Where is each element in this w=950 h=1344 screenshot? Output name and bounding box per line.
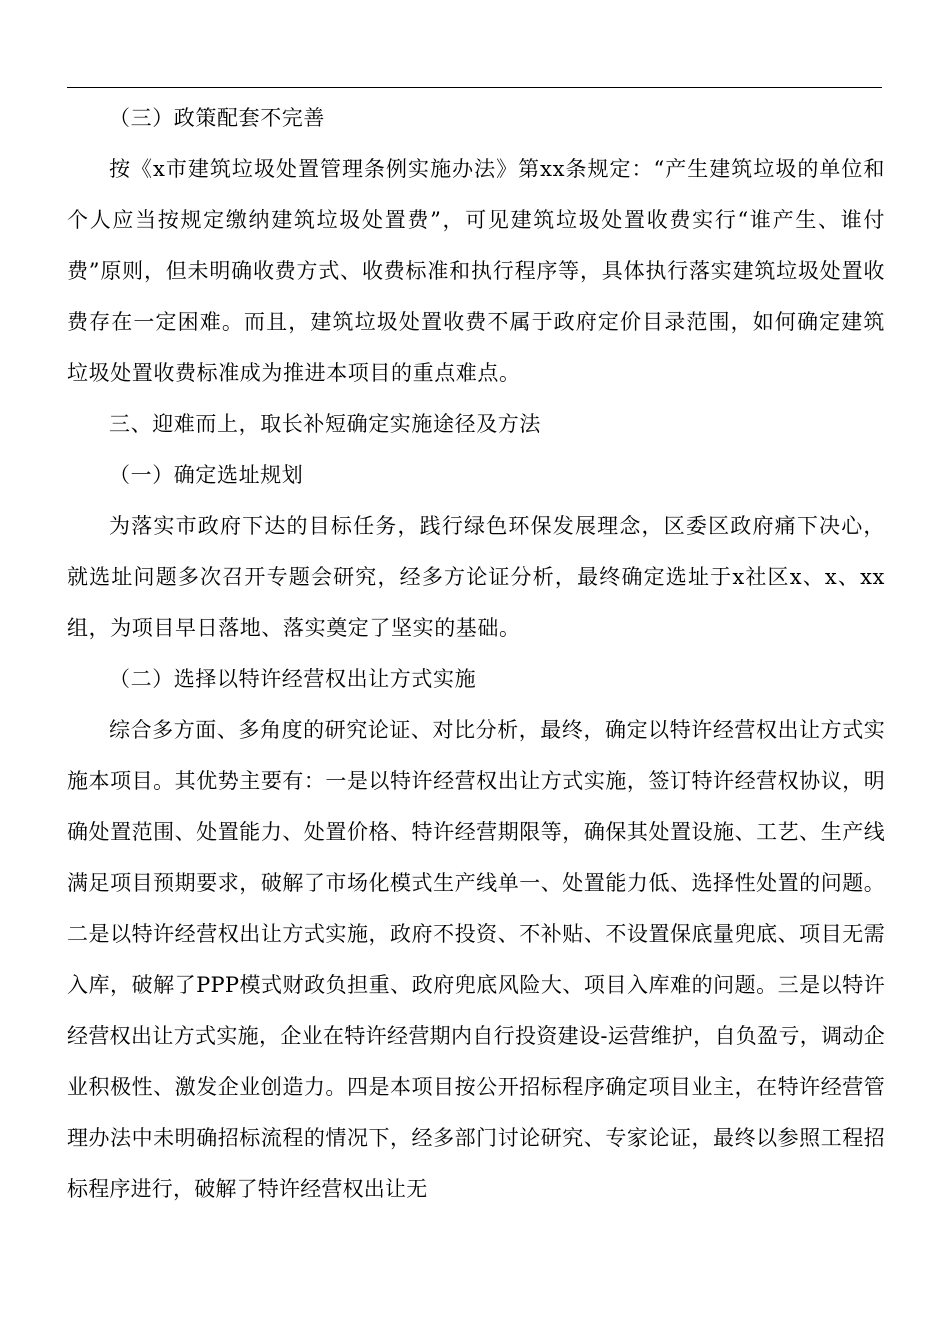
- document-body: [67, 93, 885, 1215]
- paragraph-franchise-advantages: 综合多方面、多角度的研究论证、对比分析，最终，确定以特许经营权出让方式实施本项目。其优势主要有：一是以特许经营权出让方式实施，签订特许经营权协议，明确处置范围、处置能力、处置价格、特许经营期限等，确保其处置设施、工艺、生产线满足项目预期要求，破解了市场化模式生产线单一、处置能力低、选择性处置的问题。二是以特许经营权出让方式实施，政府不投资、不补贴、不设置保底量兜底、项目无需入库，破解了PPP模式财政负担重、政府兜底风险大、项目入库难的问题。三是以特许经营权出让方式实施，企业在特许经营期内自行投资建设-运营维护，自负盈亏，调动企业积极性、激发企业创造力。四是本项目按公开招标程序确定项目业主，在特许经营管理办法中未明确招标流程的情况下，经多部门讨论研究、专家论证，最终以参照工程招标程序进行，破解了特许经营权出让无: [67, 718, 885, 1201]
- paragraph-site-selection: 为落实市政府下达的目标任务，践行绿色环保发展理念，区委区政府痛下决心，就选址问题多次召开专题会研究，经多方论证分析，最终确定选址于x社区x、x、xx组，为项目早日落地、落实奠定了坚实的基础。: [67, 514, 885, 640]
- section-heading-policy: （三）政策配套不完善: [109, 106, 325, 130]
- section-heading-approach: 三、迎难而上，取长补短确定实施途径及方法: [109, 412, 541, 436]
- section-heading-franchise: （二）选择以特许经营权出让方式实施: [109, 667, 477, 691]
- section-heading-site: （一）确定选址规划: [109, 463, 304, 487]
- paragraph-fee-regulation: 按《x市建筑垃圾处置管理条例实施办法》第xx条规定：“产生建筑垃圾的单位和个人应当按规定缴纳建筑垃圾处置费”，可见建筑垃圾处置收费实行“谁产生、谁付费”原则，但未明确收费方式、收费标准和执行程序等，具体执行落实建筑垃圾处置收费存在一定困难。而且，建筑垃圾处置收费不属于政府定价目录范围，如何确定建筑垃圾处置收费标准成为推进本项目的重点难点。: [67, 157, 885, 385]
- header-rule: [67, 87, 882, 88]
